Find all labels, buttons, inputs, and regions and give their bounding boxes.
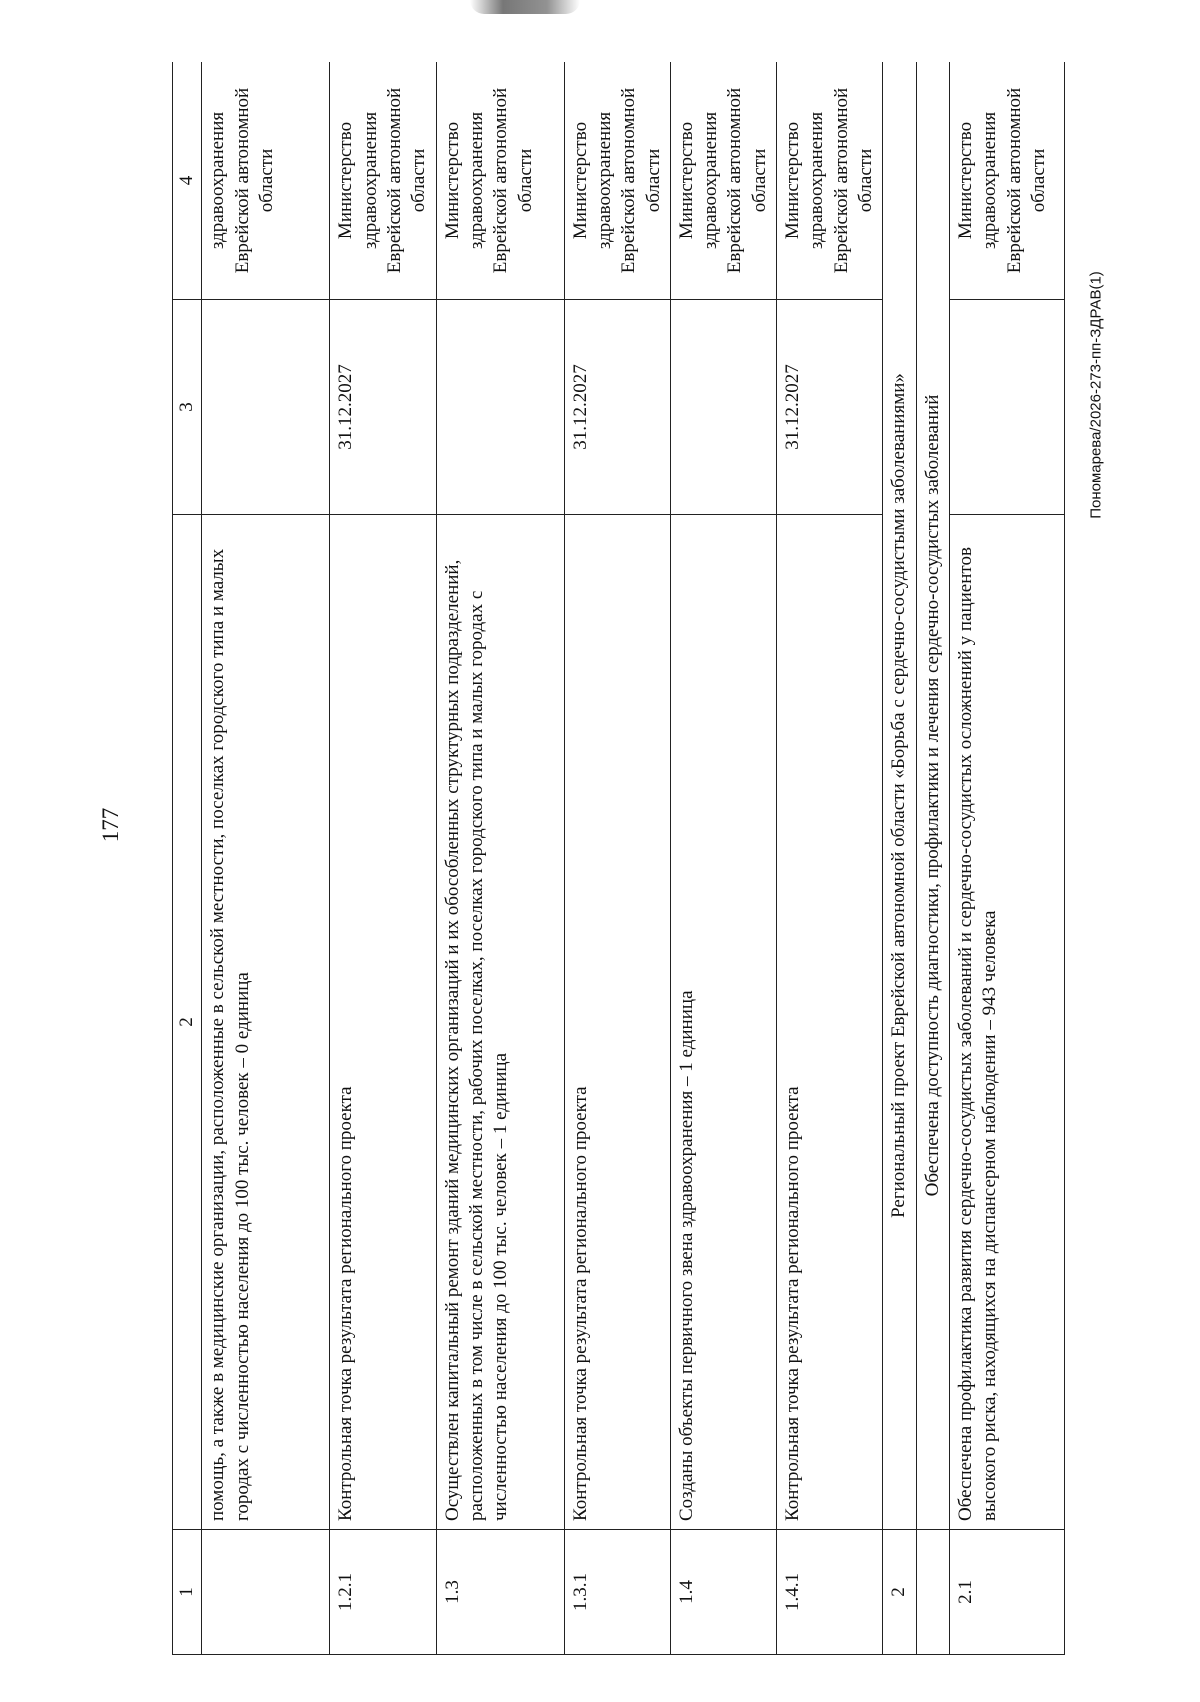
row-organization: Министерство здравоохранения Еврейской автономной области <box>436 62 564 300</box>
header-col-1: 1 <box>173 1530 202 1655</box>
row-number: 1.4.1 <box>777 1530 883 1655</box>
section-number: 2 <box>883 1530 916 1655</box>
row-text: помощь, а также в медицинские организации, расположенные в сельской местности, поселках городского типа и малых городах с численностью населения до 100 тыс. человек – 0 единица <box>202 515 330 1530</box>
row-text: Контрольная точка результата регионального проекта <box>330 515 436 1530</box>
row-date <box>670 300 776 515</box>
table-row <box>949 62 1064 1655</box>
row-text: Созданы объекты первичного звена здравоохранения – 1 единица <box>670 515 776 1530</box>
row-text: Контрольная точка результата регионального проекта <box>777 515 883 1530</box>
document-code-text: Пономарева/2026-273-пп-ЗДРАВ(1) <box>1087 271 1105 519</box>
row-organization: Министерство здравоохранения Еврейской автономной области <box>330 62 436 300</box>
scan-artifact <box>470 0 580 14</box>
subsection-title: Обеспечена доступность диагностики, профилактики и лечения сердечно-сосудистых заболеваний <box>916 62 949 1530</box>
subsection-row <box>916 62 949 1655</box>
header-col-3: 3 <box>173 300 202 515</box>
table-row <box>670 62 776 1655</box>
plan-table <box>172 62 1065 1655</box>
row-date: 31.12.2027 <box>777 300 883 515</box>
subsection-number-empty <box>916 1530 949 1655</box>
header-col-4: 4 <box>173 62 202 300</box>
section-row <box>883 62 916 1655</box>
table-row <box>436 62 564 1655</box>
table-row <box>564 62 670 1655</box>
page-number-text: 177 <box>98 807 123 843</box>
row-text: Осуществлен капитальный ремонт зданий медицинских организаций и их обособленных структурных подразделений, расположенных в том числе в сельской местности, рабочих поселках, поселках городского типа и малых городах с численностью населения до 100 тыс. человек – 1 единица <box>436 515 564 1530</box>
row-number: 1.3 <box>436 1530 564 1655</box>
row-organization: Министерство здравоохранения Еврейской автономной области <box>670 62 776 300</box>
row-date: 31.12.2027 <box>330 300 436 515</box>
table-row <box>330 62 436 1655</box>
row-date: 31.12.2027 <box>564 300 670 515</box>
row-organization: Министерство здравоохранения Еврейской автономной области <box>564 62 670 300</box>
row-number: 1.3.1 <box>564 1530 670 1655</box>
document-code <box>1085 90 1107 700</box>
row-number: 2.1 <box>949 1530 1064 1655</box>
header-row <box>173 62 202 1655</box>
row-organization: Министерство здравоохранения Еврейской автономной области <box>777 62 883 300</box>
row-text: Контрольная точка результата регионального проекта <box>564 515 670 1530</box>
row-number: 1.4 <box>670 1530 776 1655</box>
row-date <box>949 300 1064 515</box>
row-organization: здравоохранения Еврейской автономной области <box>202 62 330 300</box>
row-organization: Министерство здравоохранения Еврейской автономной области <box>949 62 1064 300</box>
row-date <box>436 300 564 515</box>
header-col-2: 2 <box>173 515 202 1530</box>
row-number <box>202 1530 330 1655</box>
section-title: Региональный проект Еврейской автономной области «Борьба с сердечно-сосудистыми заболеваниями» <box>883 62 916 1530</box>
row-number: 1.2.1 <box>330 1530 436 1655</box>
table-container <box>172 62 1065 1655</box>
page-number <box>100 800 122 850</box>
row-date <box>202 300 330 515</box>
table-row <box>777 62 883 1655</box>
table-row <box>202 62 330 1655</box>
row-text: Обеспечена профилактика развития сердечно-сосудистых заболеваний и сердечно-сосудистых осложнений у пациентов высокого риска, находящихся на диспансерном наблюдении – 943 человека <box>949 515 1064 1530</box>
